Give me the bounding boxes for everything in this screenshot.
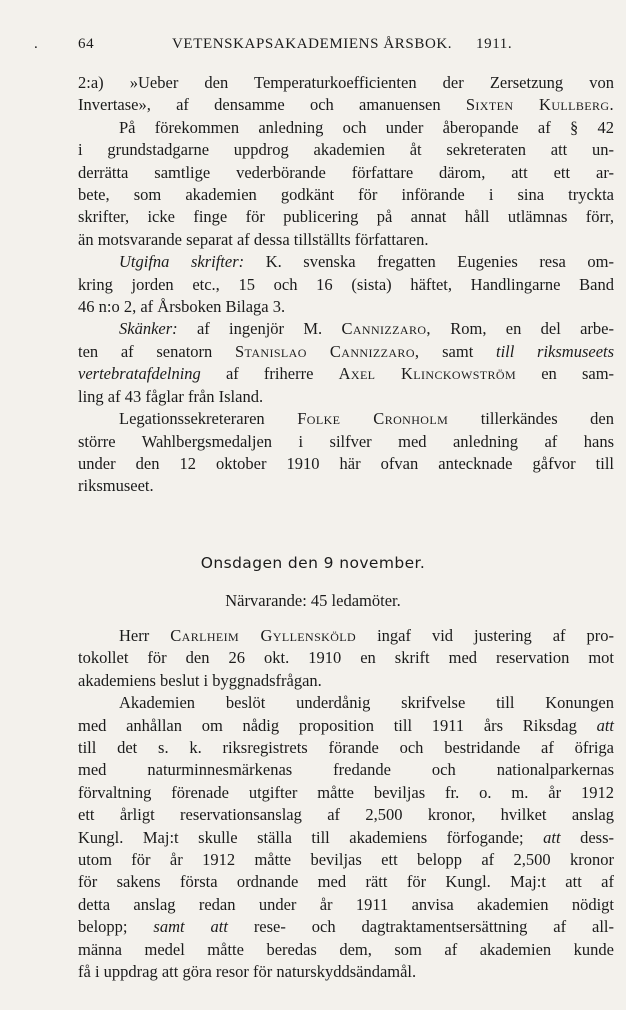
section-label: Utgifna skrifter: — [119, 252, 245, 272]
text-line: Invertase», af densamme och amanuensen Sixten Kullberg. — [78, 95, 615, 115]
text-line: under den 12 oktober 1910 här ofvan antecknade gåfvor till — [78, 453, 614, 473]
text-block-upper — [78, 72, 614, 498]
meeting-heading: Onsdagen den 9 november. — [200, 554, 426, 572]
text-line: riksmuseet. — [78, 476, 154, 496]
text-line: männa medel måtte beredas dem, som af akademien kunde — [78, 939, 614, 959]
text-line: Utgifna skrifter: K. svenska fregatten Eugenies resa om- — [119, 252, 615, 272]
text-line: ling af 43 fåglar från Island. — [78, 386, 264, 406]
text-line: belopp; samt att rese- och dagtraktamentsersättning af all- — [78, 917, 614, 937]
text-line: få i uppdrag att göra resor för naturskyddsändamål. — [78, 962, 417, 982]
text-line: kring jorden etc., 15 och 16 (sista) häftet, Handlingarne Band — [78, 274, 614, 294]
text-line: för sakens första ordnande med rätt för Kungl. Maj:t att af — [78, 872, 614, 892]
person-name: Axel Klinckowström — [338, 364, 517, 384]
text-line: skrifter, icke finge för publicering på annat håll utlämnas förr, — [78, 207, 614, 227]
text-line: vertebratafdelning af friherre Axel Klinckowström en sam- — [78, 364, 615, 384]
person-name: Folke Cronholm — [297, 409, 449, 429]
text-line: 46 n:o 2, af Årsboken Bilaga 3. — [78, 297, 286, 317]
text-line: derrätta samtlige vederbörande författare därom, att ett ar- — [78, 162, 614, 182]
text-line: Legationssekreteraren Folke Cronholm tillerkändes den — [119, 409, 614, 429]
text-line: i grundstadgarne uppdrog akademien åt sekreteraten att un- — [78, 140, 614, 160]
text-line: På förekommen anledning och under åberopande af § 42 — [119, 117, 614, 137]
text-line: större Wahlbergsmedaljen i silfver med anledning af hans — [78, 431, 614, 451]
text-line: Kungl. Maj:t skulle ställa till akademiens förfogande; att dess- — [78, 827, 614, 847]
text-block-lower — [78, 625, 614, 984]
text-line: ett årligt reservationsanslag af 2,500 kronor, hvilket anslag — [78, 805, 614, 825]
text-line: till det s. k. riksregistrets förande och bestridande af öfriga — [78, 738, 614, 758]
running-title: VETENSKAPSAKADEMIENS ÅRSBOK. — [172, 36, 453, 52]
person-name: Sixten Kullberg. — [465, 95, 615, 115]
text-line: utom för år 1912 måtte beviljas ett belopp af 2,500 kronor — [78, 850, 614, 870]
text-line: Skänker: af ingenjör M. Cannizzaro, Rom, en del arbe- — [119, 319, 614, 339]
page-number: 64 — [78, 36, 95, 52]
person-name: Carlheim Gyllensköld — [170, 626, 357, 645]
text-line: detta anslag redan under år 1911 anvisa akademien nödigt — [78, 894, 614, 914]
text-line: med naturminnesmärkenas fredande och nationalparkernas — [78, 760, 614, 780]
header-year: 1911. — [476, 36, 513, 52]
text-line: förvaltning förenade utgifter måtte beviljas fr. o. m. år 1912 — [78, 782, 614, 802]
text-line: Herr Carlheim Gyllensköld ingaf vid justering af pro- — [119, 626, 615, 645]
attendance-line: Närvarande: 45 ledamöter. — [225, 591, 401, 610]
person-name: Stanislao Cannizzaro, — [234, 341, 420, 361]
text-line: akademiens beslut i byggnadsfrågan. — [78, 670, 322, 690]
text-line: 2:a) »Ueber den Temperaturkoefficienten der Zersetzung von — [78, 73, 614, 92]
text-line: än motsvarande separat af dessa tillställts författaren. — [78, 229, 429, 249]
text-line: Akademien beslöt underdånig skrifvelse till Konungen — [119, 693, 614, 713]
section-label: Skänker: — [119, 319, 178, 339]
text-line: ten af senatorn Stanislao Cannizzaro, samt till riksmuseets — [78, 341, 615, 361]
margin-mark: . — [34, 36, 38, 52]
text-line: bete, som akademien godkänt för införande i sina tryckta — [78, 185, 614, 205]
text-line: med anhållan om nådig proposition till 1911 års Riksdag att — [78, 715, 614, 735]
text-line: tokollet för den 26 okt. 1910 en skrift med reservation mot — [78, 648, 614, 668]
person-name: Cannizzaro, — [341, 319, 431, 339]
